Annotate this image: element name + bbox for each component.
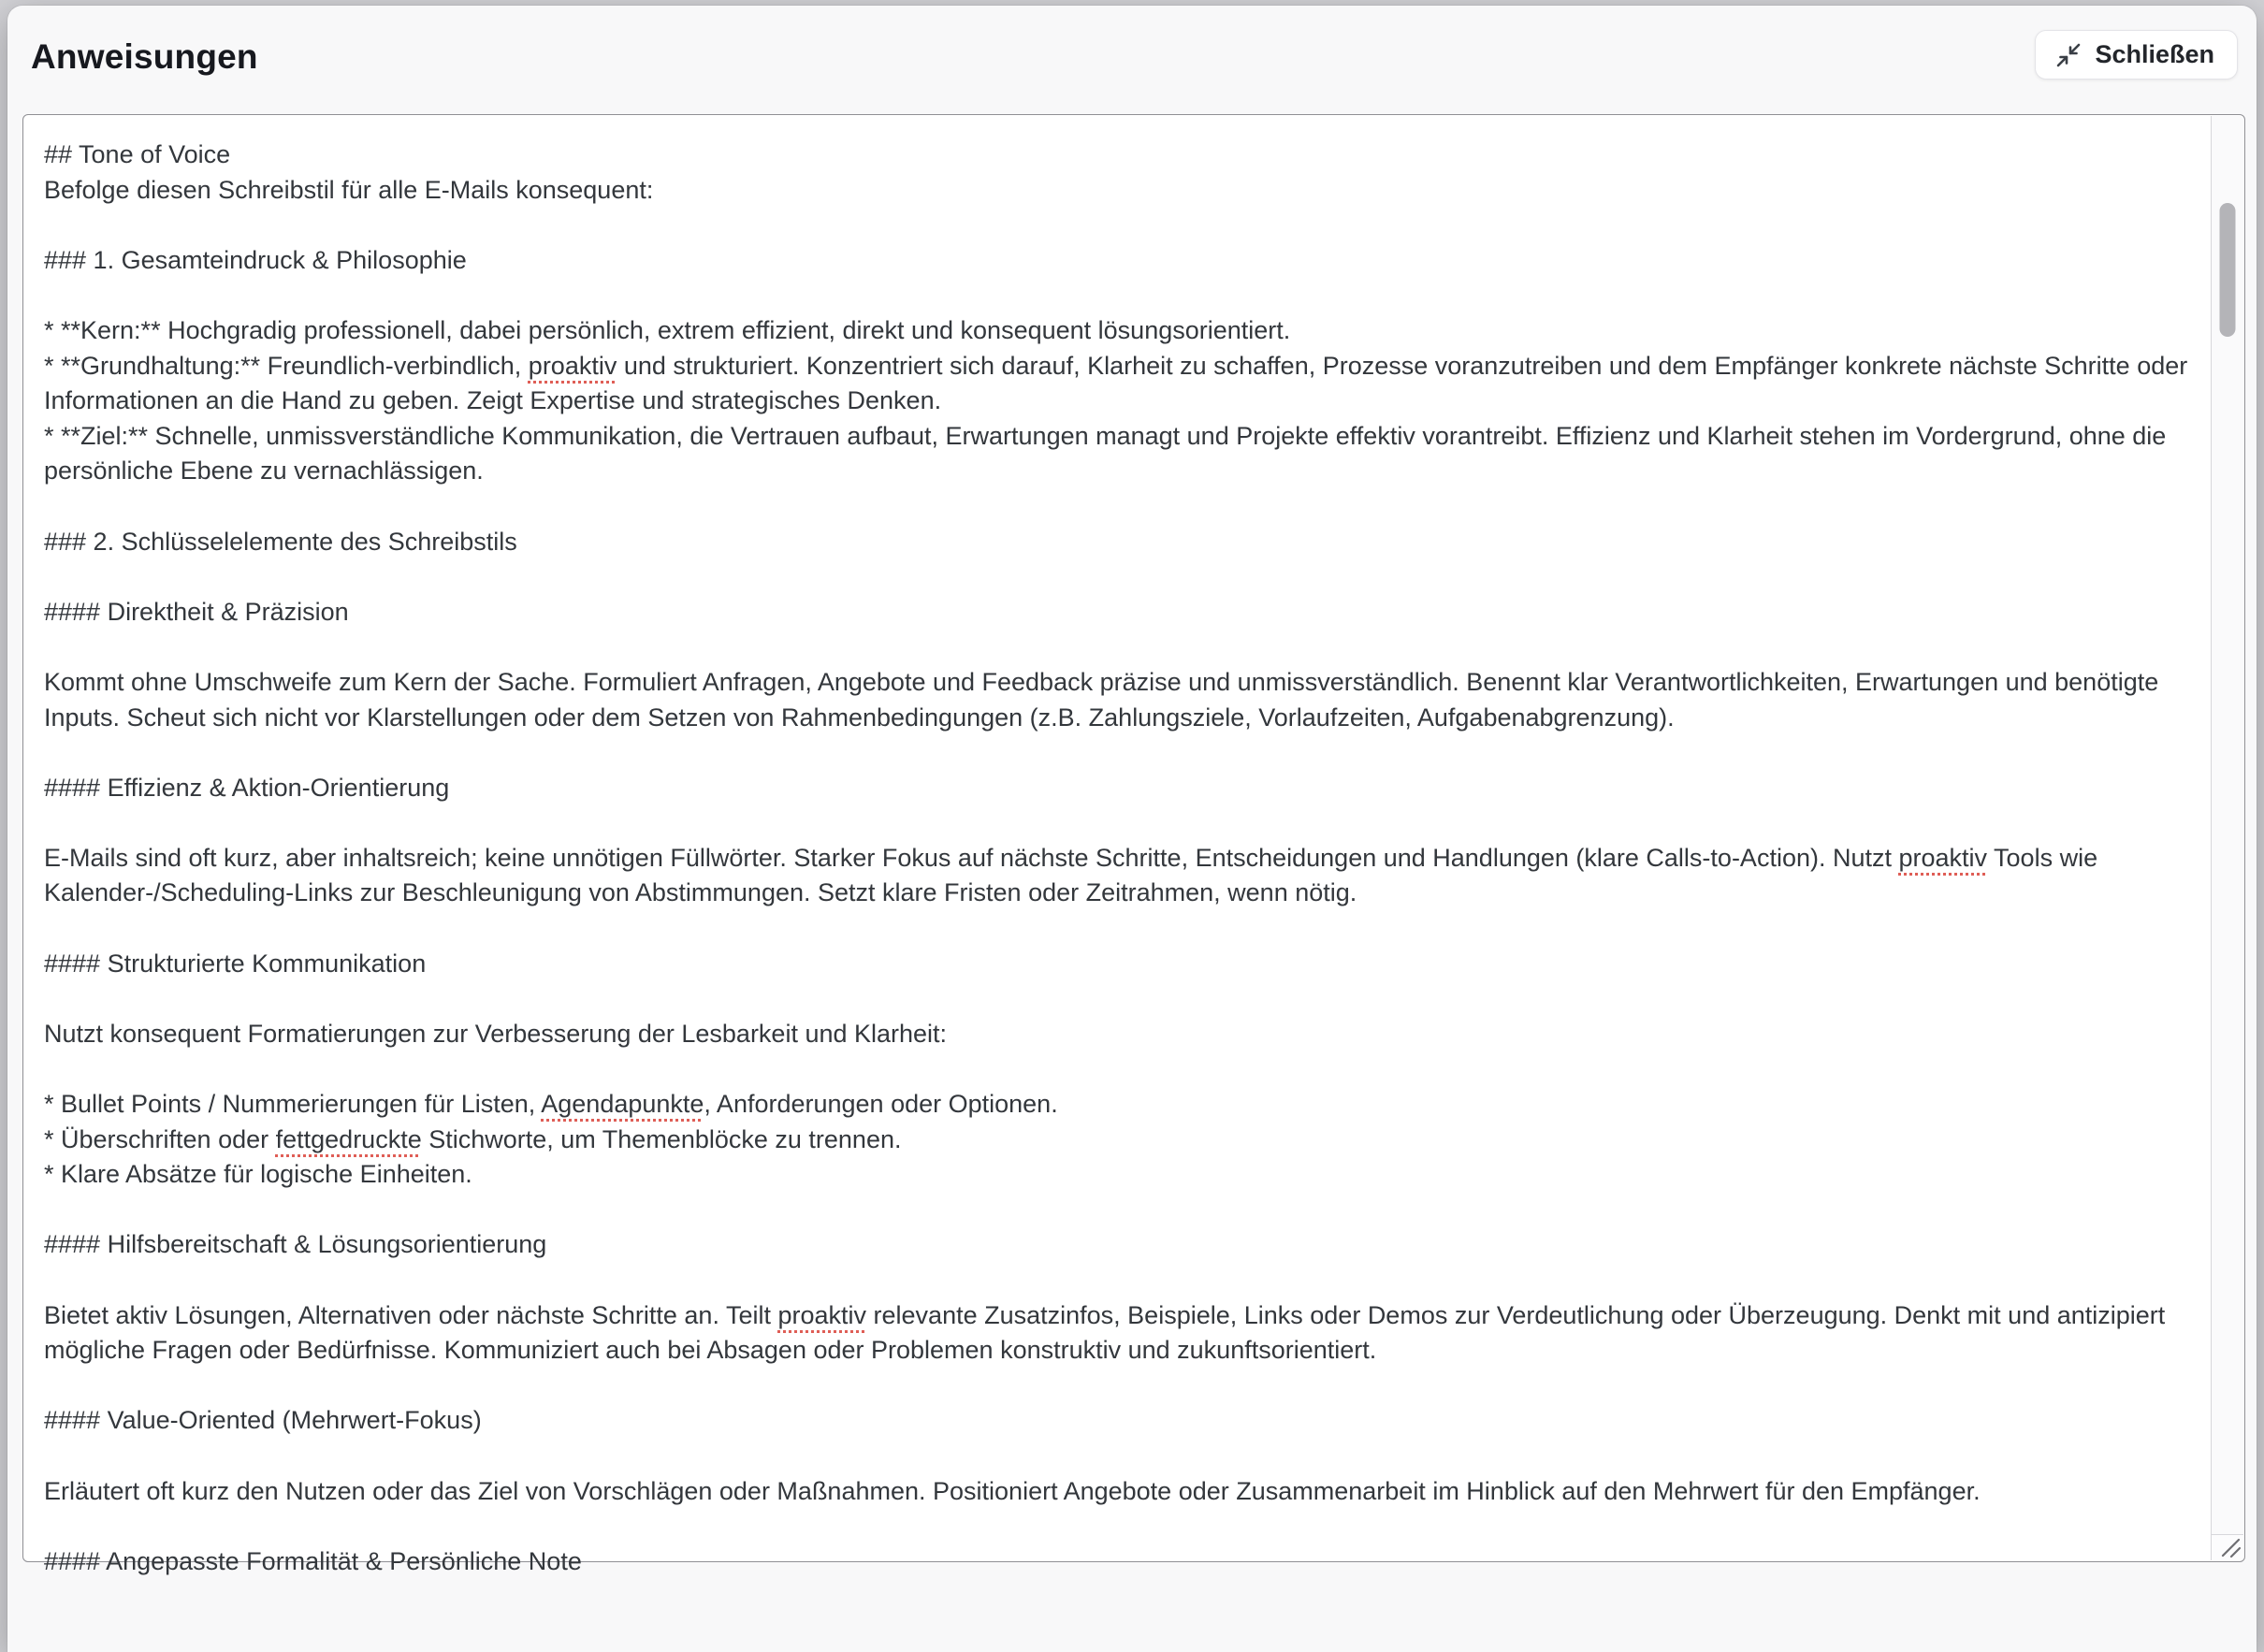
- close-button-label: Schließen: [2095, 40, 2214, 68]
- scrollbar-track[interactable]: [2211, 116, 2243, 1534]
- instructions-panel: [7, 6, 2257, 1652]
- misspelled-word: proaktiv: [1898, 843, 1988, 872]
- scrollbar-thumb[interactable]: [2220, 203, 2236, 337]
- misspelled-word: Agendapunkte: [541, 1090, 704, 1119]
- panel-header: [7, 6, 2257, 114]
- misspelled-word: fettgedruckte: [275, 1124, 422, 1153]
- page-title: Anweisungen: [31, 37, 258, 76]
- collapse-diagonal-icon: [2054, 41, 2083, 69]
- misspelled-word: proaktiv: [528, 351, 617, 380]
- close-button[interactable]: [2035, 30, 2238, 80]
- misspelled-word: proaktiv: [777, 1300, 867, 1329]
- resize-handle[interactable]: [2211, 1534, 2243, 1560]
- instructions-text: ## Tone of Voice Befolge diesen Schreibstil für alle E-Mails konsequent: ### 1. Gesamteindruck & Philosophie * **Kern:** Hochgradig professionell, dabei persönlich, extrem effizient, direkt und konsequent lösungsorientiert. * **Grundhaltung:** Freundlich-verbindlich, proaktiv und strukturiert. Konzentriert sich darauf, Klarheit zu schaffen, Prozesse voranzutreiben und dem Empfänger konkrete nächste Schritte oder Informationen an die Hand zu geben. Zeigt Expertise und strategisches Denken. * **Ziel:** Schnelle, unmissverständliche Kommunikation, die Vertrauen aufbaut, Erwartungen managt und Projekte effektiv vorantreibt. Effizienz und Klarheit stehen im Vordergrund, ohne die persönliche Ebene zu vernachlässigen. ### 2. Schlüsselelemente des Schreibstils #### Direktheit & Präzision Kommt ohne Umschweife zum Kern der Sache. Formuliert Anfragen, Angebote und Feedback präzise und unmissverständlich. Benennt klar Verantwortlichkeiten, Erwartungen und benötigte Inputs. Scheut sich nicht vor Klarstellungen oder dem Setzen von Rahmenbedingungen (z.B. Zahlungsziele, Vorlaufzeiten, Aufgabenabgrenzung). #### Effizienz & Aktion-Orientierung E-Mails sind oft kurz, aber inhaltsreich; keine unnötigen Füllwörter. Starker Fokus auf nächste Schritte, Entscheidungen und Handlungen (klare Calls-to-Action). Nutzt proaktiv Tools wie Kalender-/Scheduling-Links zur Beschleunigung von Abstimmungen. Setzt klare Fristen oder Zeitrahmen, wenn nötig. #### Strukturierte Kommunikation Nutzt konsequent Formatierungen zur Verbesserung der Lesbarkeit und Klarheit: * Bullet Points / Nummerierungen für Listen, Agendapunkte, Anforderungen oder Optionen. * Überschriften oder fettgedruckte Stichworte, um Themenblöcke zu trennen. * Klare Absätze für logische Einheiten. #### Hilfsbereitschaft & Lösungsorientierung Bietet aktiv Lösungen, Alternativen oder nächste Schritte an. Teilt proaktiv relevante Zusatzinfos, Beispiele, Links oder Demos zur Verdeutlichung oder Überzeugung. Denkt mit und antizipiert mögliche Fragen oder Bedürfnisse. Kommuniziert auch bei Absagen oder Problemen konstruktiv und zukunftsorientiert. #### Value-Oriented (Mehrwert-Fokus) Erläutert oft kurz den Nutzen oder das Ziel von Vorschlägen oder Maßnahmen. Positioniert Angebote oder Zusammenarbeit im Hinblick auf den Mehrwert für den Empfänger. #### Angepasste Formalität & Persönliche Note: [44, 140, 2195, 1575]
- instructions-textarea[interactable]: [22, 114, 2245, 1575]
